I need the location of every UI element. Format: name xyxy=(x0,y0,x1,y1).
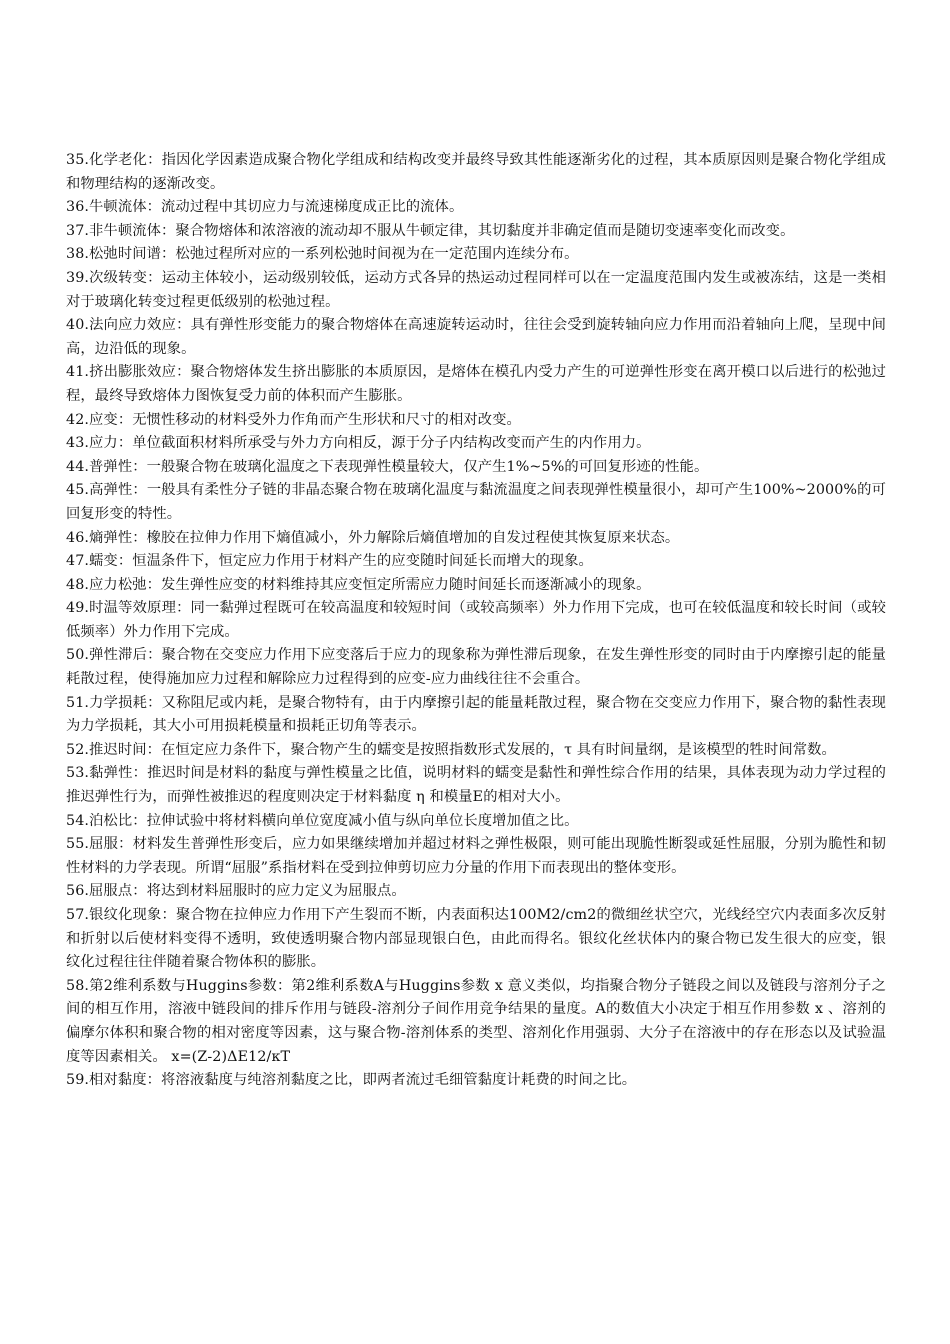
glossary-entry-57: 57.银纹化现象：聚合物在拉伸应力作用下产生裂而不断，内表面积达100M2/cm2的微细丝状空穴，光线经空穴内表面多次反射和折射以后使材料变得不透明，致使透明聚合物内部显现银白色，由此而得名。银纹化丝状体内的聚合物已发生很大的应变，银纹化过程往往伴随着聚合物体积的膨胀。 xyxy=(66,907,886,971)
glossary-entry-50: 50.弹性滞后：聚合物在交变应力作用下应变落后于应力的现象称为弹性滞后现象，在发生弹性形变的同时由于内摩擦引起的能量耗散过程，使得施加应力过程和解除应力过程得到的应变-应力曲线往往不会重合。 xyxy=(66,647,886,688)
glossary-entry-46: 46.熵弹性：橡胶在拉伸力作用下熵值减小，外力解除后熵值增加的自发过程使其恢复原来状态。 xyxy=(66,529,680,546)
glossary-entry-47: 47.蠕变：恒温条件下，恒定应力作用于材料产生的应变随时间延长而增大的现象。 xyxy=(66,553,593,570)
glossary-entry-45: 45.高弹性：一般具有柔性分子链的非晶态聚合物在玻璃化温度与黏流温度之间表现弹性模量很小，却可产生100%~2000%的可回复形变的特性。 xyxy=(66,482,886,522)
glossary-entry-56: 56.屈服点：将达到材料屈服时的应力定义为屈服点。 xyxy=(66,883,406,900)
glossary-entry-38: 38.松弛时间谱：松弛过程所对应的一系列松弛时间视为在一定范围内连续分布。 xyxy=(66,246,579,263)
glossary-entry-51: 51.力学损耗：又称阻尼或内耗，是聚合物特有，由于内摩擦引起的能量耗散过程，聚合物在交变应力作用下，聚合物的黏性表现为力学损耗，其大小可用损耗模量和损耗正切角等表示。 xyxy=(66,694,886,735)
glossary-entry-36: 36.牛顿流体：流动过程中其切应力与流速梯度成正比的流体。 xyxy=(66,199,464,216)
glossary-entry-59: 59.相对黏度：将溶液黏度与纯溶剂黏度之比，即两者流过毛细管黏度计耗费的时间之比。 xyxy=(66,1072,637,1089)
glossary-entry-54: 54.泊松比：拉伸试验中将材料横向单位宽度减小值与纵向单位长度增加值之比。 xyxy=(66,812,579,829)
glossary-entry-42: 42.应变：无惯性移动的材料受外力作角而产生形状和尺寸的相对改变。 xyxy=(66,411,521,428)
glossary-entry-58: 58.第2维利系数与Huggins参数：第2维利系数A与Huggins参数 x 意义类似，均指聚合物分子链段之间以及链段与溶剂分子之间的相互作用，溶液中链段间的排斥作用与链段-溶剂分子间作用竞争结果的量度。A的数值大小决定于相互作用参数 x 、溶剂的偏摩尔体积和聚合物的相对密度等因素，这与聚合物-溶剂体系的类型、溶剂化作用强弱、大分子在溶液中的存在形态以及试验温度等因素相关。 x=(Z-2)ΔE12/κT xyxy=(66,977,886,1065)
glossary-entry-52: 52.推迟时间：在恒定应力条件下，聚合物产生的蠕变是按照指数形式发展的，τ 具有时间量纲，是该模型的牲时间常数。 xyxy=(66,741,836,758)
glossary-entry-49: 49.时温等效原理：同一黏弹过程既可在较高温度和较短时间（或较高频率）外力作用下完成，也可在较低温度和较长时间（或较低频率）外力作用下完成。 xyxy=(66,600,886,640)
glossary-body xyxy=(66,149,886,1093)
glossary-entry-37: 37.非牛顿流体：聚合物熔体和浓溶液的流动却不服从牛顿定律，其切黏度并非确定值而是随切变速率变化而改变。 xyxy=(66,222,795,239)
glossary-entry-41: 41.挤出膨胀效应：聚合物熔体发生挤出膨胀的本质原因，是熔体在模孔内受力产生的可逆弹性形变在离开模口以后进行的松弛过程，最终导致熔体力图恢复受力前的体积而产生膨胀。 xyxy=(66,364,886,404)
glossary-entry-53: 53.黏弹性：推迟时间是材料的黏度与弹性模量之比值，说明材料的蠕变是黏性和弹性综合作用的结果，具体表现为动力学过程的推迟弹性行为，而弹性被推迟的程度则决定于材料黏度 η 和模量E的相对大小。 xyxy=(66,765,886,806)
glossary-entry-40: 40.法向应力效应：具有弹性形变能力的聚合物熔体在高速旋转运动时，往往会受到旋转轴向应力作用而沿着轴向上爬，呈现中间高，边沿低的现象。 xyxy=(66,317,886,357)
glossary-entry-55: 55.屈服：材料发生普弹性形变后，应力如果继续增加并超过材料之弹性极限，则可能出现脆性断裂或延性屈服，分别为脆性和韧性材料的力学表现。所谓“屈服”系指材料在受到拉伸剪切应力分量的作用下而表现出的整体变形。 xyxy=(66,836,886,876)
glossary-entry-44: 44.普弹性：一般聚合物在玻璃化温度之下表现弹性模量较大，仅产生1%~5%的可回复形迹的性能。 xyxy=(66,458,709,475)
glossary-entry-43: 43.应力：单位截面积材料所承受与外力方向相反，源于分子内结构改变而产生的内作用力。 xyxy=(66,435,651,452)
glossary-entry-35: 35.化学老化：指因化学因素造成聚合物化学组成和结构改变并最终导致其性能逐渐劣化的过程，其本质原因则是聚合物化学组成和物理结构的逐渐改变。 xyxy=(66,152,886,192)
glossary-entry-48: 48.应力松弛：发生弹性应变的材料维持其应变恒定所需应力随时间延长而逐渐减小的现象。 xyxy=(66,576,651,593)
glossary-entry-39: 39.次级转变：运动主体较小，运动级别较低，运动方式各异的热运动过程同样可以在一定温度范围内发生或被冻结，这是一类相对于玻璃化转变过程更低级别的松弛过程。 xyxy=(66,269,886,310)
